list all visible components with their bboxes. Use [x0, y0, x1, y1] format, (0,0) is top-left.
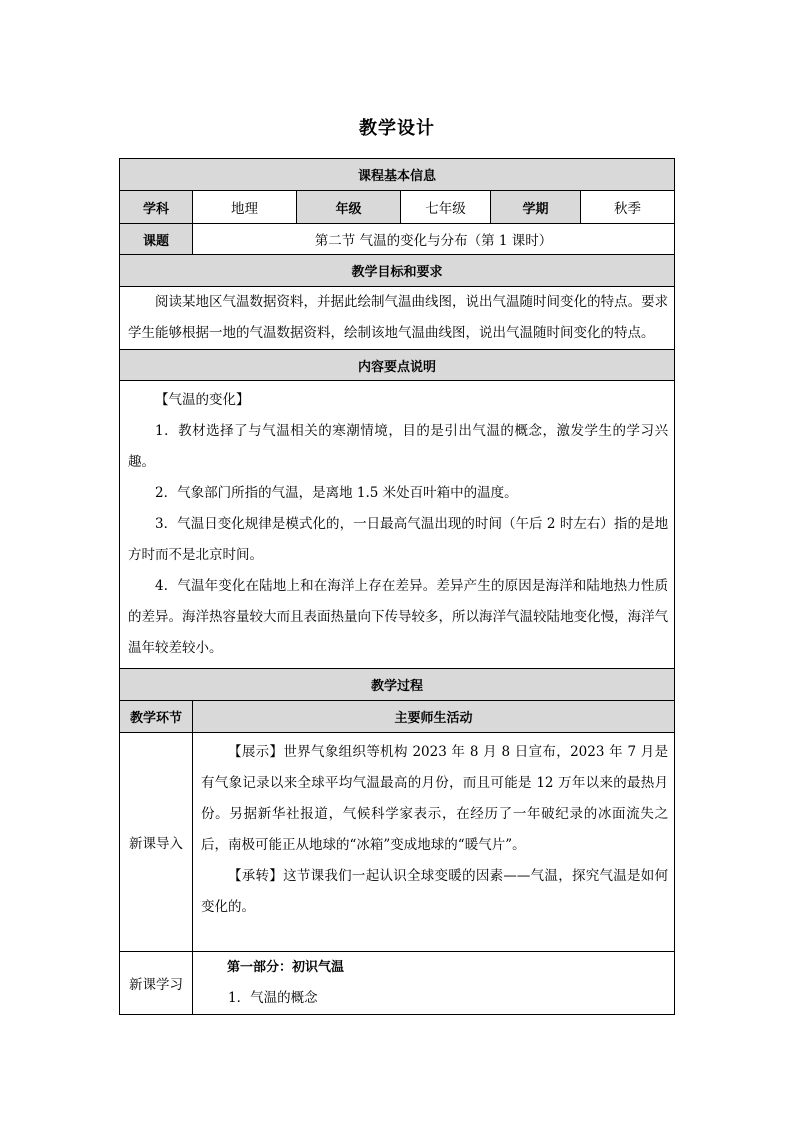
- page-title: 教学设计: [359, 118, 435, 139]
- content-paragraph: 2．气象部门所指的气温，是离地 1.5 米处百叶箱中的温度。: [155, 485, 518, 501]
- grade-label: 年级: [297, 191, 401, 224]
- subject-value: 地理: [193, 191, 297, 224]
- intro-label: 新课导入: [120, 733, 193, 952]
- grade-value: 七年级: [401, 191, 491, 224]
- intro-cell: [193, 733, 675, 952]
- term-value: 秋季: [581, 191, 675, 224]
- process-col-activity: 主要师生活动: [193, 701, 675, 733]
- content-paragraph: 4．气温年变化在陆地上和在海洋上存在差异。差异产生的原因是海洋和陆地热力性质的差异。海洋热容量较大而且表面热量向下传导较多，所以海洋气温较陆地变化慢，海洋气温年较差较小。: [128, 578, 669, 656]
- process-header: 教学过程: [120, 669, 675, 701]
- content-cell: [120, 381, 675, 669]
- content-paragraph: 【气温的变化】: [155, 392, 250, 408]
- new-lesson-label: 新课学习: [120, 952, 193, 1015]
- topic-value: 第二节 气温的变化与分布（第 1 课时）: [193, 224, 675, 255]
- intro-paragraph: 【展示】世界气象组织等机构 2023 年 8 月 8 日宣布，2023 年 7 月是有气象记录以来全球平均气温最高的月份，而且可能是 12 万年以来的最热月份。另据新华社报道，气候科学家表示，在经历了一年破纪录的冰面流失之后，南极可能正从地球的“冰箱”变成地球的“暖气片”。: [201, 744, 669, 853]
- topic-label: 课题: [120, 224, 193, 255]
- new-lesson-part: 第一部分：初识气温: [227, 960, 345, 975]
- objectives-cell: [120, 287, 675, 350]
- objectives-text: 阅读某地区气温数据资料，并据此绘制气温曲线图，说出气温随时间变化的特点。要求学生能够根据一地的气温数据资料，绘制该地气温曲线图，说出气温随时间变化的特点。: [128, 294, 669, 341]
- basic-info-header: 课程基本信息: [120, 159, 675, 191]
- term-label: 学期: [491, 191, 581, 224]
- content-header: 内容要点说明: [120, 350, 675, 381]
- lesson-table: [119, 158, 675, 1015]
- content-paragraph: 3．气温日变化规律是模式化的，一日最高气温出现的时间（午后 2 时左右）指的是地方时而不是北京时间。: [128, 516, 669, 563]
- new-lesson-cell: [193, 952, 675, 1015]
- process-col-stage: 教学环节: [120, 701, 193, 733]
- new-lesson-item: 1．气温的概念: [228, 990, 318, 1006]
- intro-paragraph: 【承转】这节课我们一起认识全球变暖的因素——气温，探究气温是如何变化的。: [201, 868, 669, 915]
- objectives-header: 教学目标和要求: [120, 255, 675, 287]
- subject-label: 学科: [120, 191, 193, 224]
- content-paragraph: 1．教材选择了与气温相关的寒潮情境，目的是引出气温的概念，激发学生的学习兴趣。: [128, 423, 669, 470]
